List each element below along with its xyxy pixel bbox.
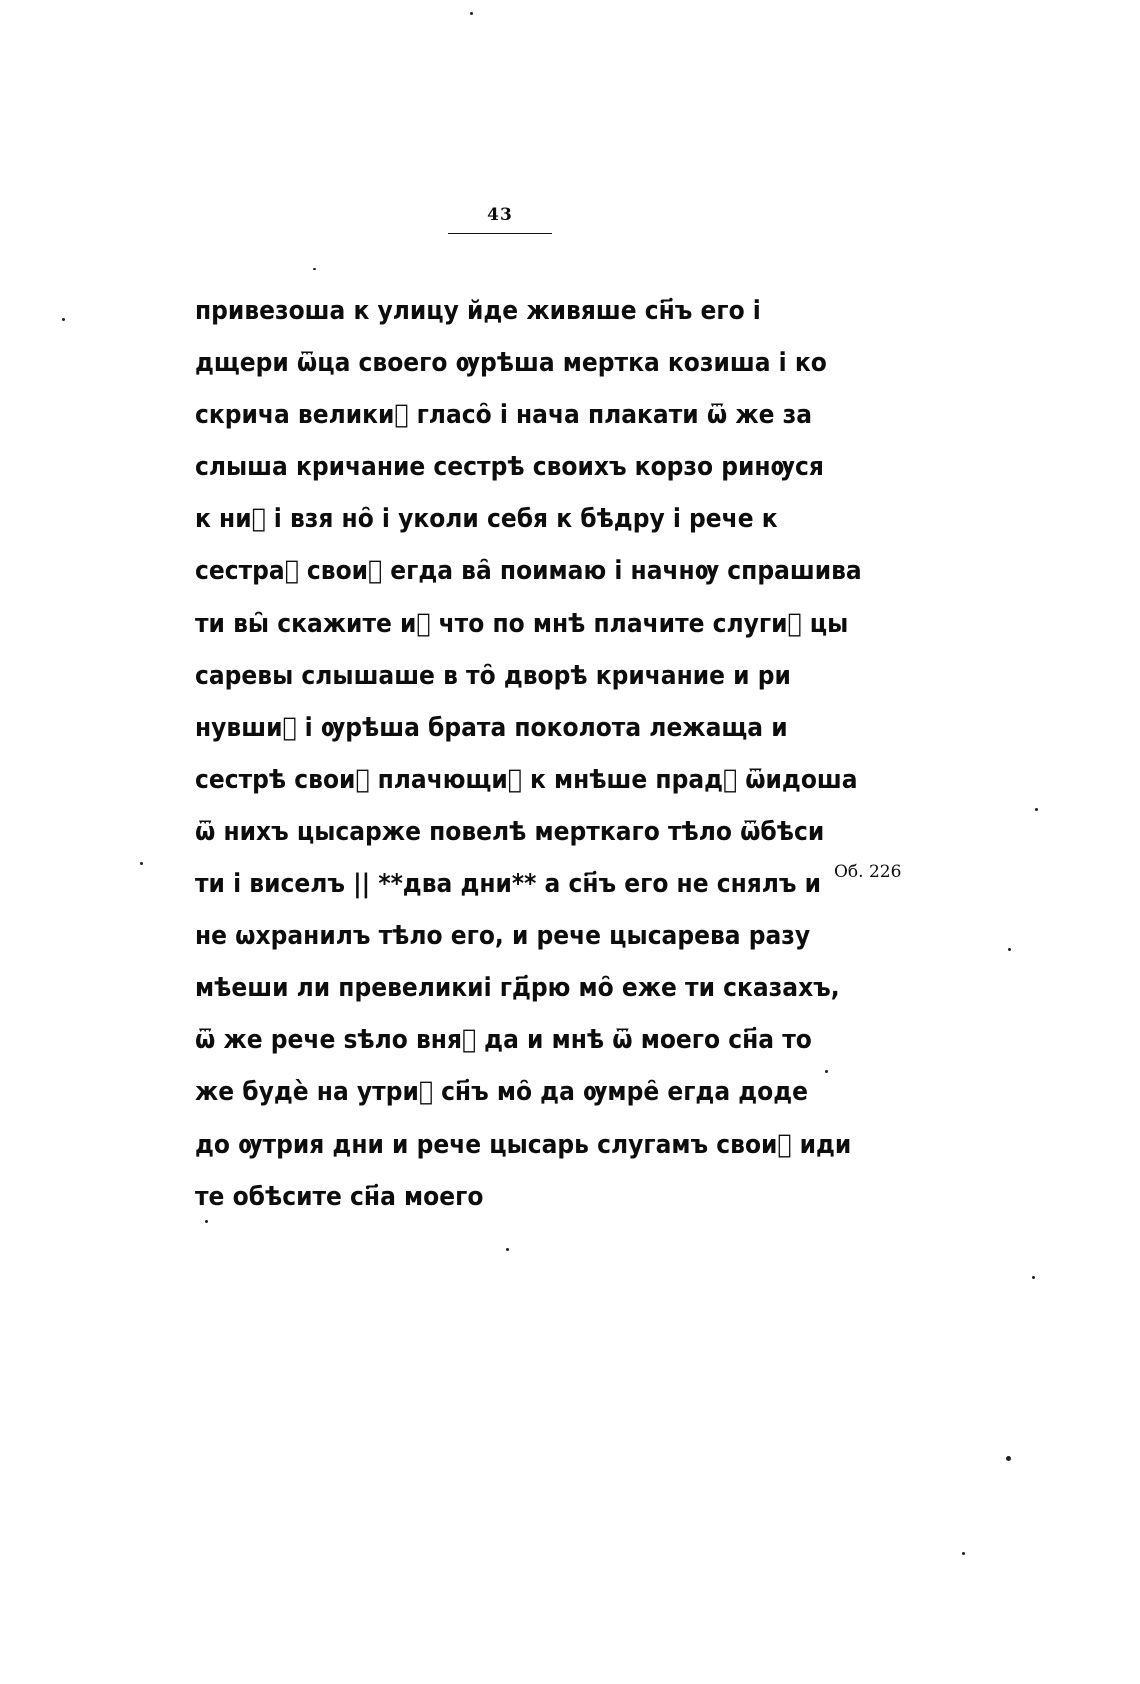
text-line-16: же будѐ на утриⷨ сн҃ъ мо̑ да ѹмре̑ егда доде bbox=[195, 1077, 809, 1108]
scan-speck bbox=[1035, 808, 1038, 811]
text-line-9: нувшиⷨ і ѹрѣша брата поколота лежаща и bbox=[195, 712, 788, 743]
page-number-rule bbox=[448, 233, 552, 234]
text-line-14: мѣеши ли превеликиі гд҃рю мо̑ еже ти сказахъ, bbox=[195, 973, 840, 1004]
scan-speck bbox=[825, 1070, 828, 1073]
text-line-7: ти вы̑ скажите иⷨ что по мнѣ плачите слугиⷨ цы bbox=[195, 608, 849, 639]
text-line-1: привезоша к улицу йде живяше сн҃ъ его і bbox=[195, 296, 761, 326]
page-number: 43 bbox=[487, 205, 513, 225]
text-line-18: те обѣсите сн҃а моего bbox=[195, 1181, 484, 1212]
scan-speck bbox=[470, 12, 473, 15]
text-block bbox=[195, 285, 862, 1223]
text-line-10: сестрѣ своиⷨ плачющиⷨ к мнѣше прадꙋ ѿидоша bbox=[195, 764, 858, 795]
text-line-2: дщери ѿца своего ѹрѣша мертка козиша і ко bbox=[195, 348, 827, 379]
text-line-3: скрича великиⷨ гласо̑ і нача плакати ѿ же за bbox=[195, 400, 813, 431]
scan-speck bbox=[506, 1248, 509, 1251]
scan-speck bbox=[1032, 1276, 1035, 1279]
text-line-15: ѿ же рече ѕѣло вняⷨ да и мнѣ ѿ моего сн҃а то bbox=[195, 1025, 812, 1056]
text-line-12: ти і виселъ || **два дни** а сн҃ъ его не снялъ и bbox=[195, 869, 822, 900]
scan-speck bbox=[140, 862, 143, 865]
scan-speck bbox=[313, 268, 316, 270]
text-line-8: саревы слышаше в то̑ дворѣ кричание и ри bbox=[195, 660, 791, 691]
text-line-6: сестраⷨ своиⷨ егда ва̑ поимаю і начнѹ спрашива bbox=[195, 556, 862, 587]
scan-speck bbox=[962, 1552, 965, 1555]
text-line-17: до ѹтрия дни и рече цысарь слугамъ своиⷨ иди bbox=[195, 1129, 852, 1160]
scan-speck bbox=[62, 318, 65, 321]
scan-speck bbox=[1006, 1456, 1011, 1461]
text-line-11: ѿ нихъ цысарже повелѣ мерткаго тѣло ѿбѣси bbox=[195, 816, 825, 847]
text-line-4: слыша кричание сестрѣ своихъ корзо ринѹся bbox=[195, 452, 824, 483]
margin-note: Об. 226 bbox=[834, 862, 902, 882]
scan-speck bbox=[1008, 948, 1011, 951]
scan-speck bbox=[205, 1220, 208, 1223]
text-line-13: не ѡхранилъ тѣло его, и рече цысарева разу bbox=[195, 921, 811, 952]
text-line-5: к ниⷨ і взя но̑ і уколи себя к бѣдру і рече к bbox=[195, 504, 778, 535]
